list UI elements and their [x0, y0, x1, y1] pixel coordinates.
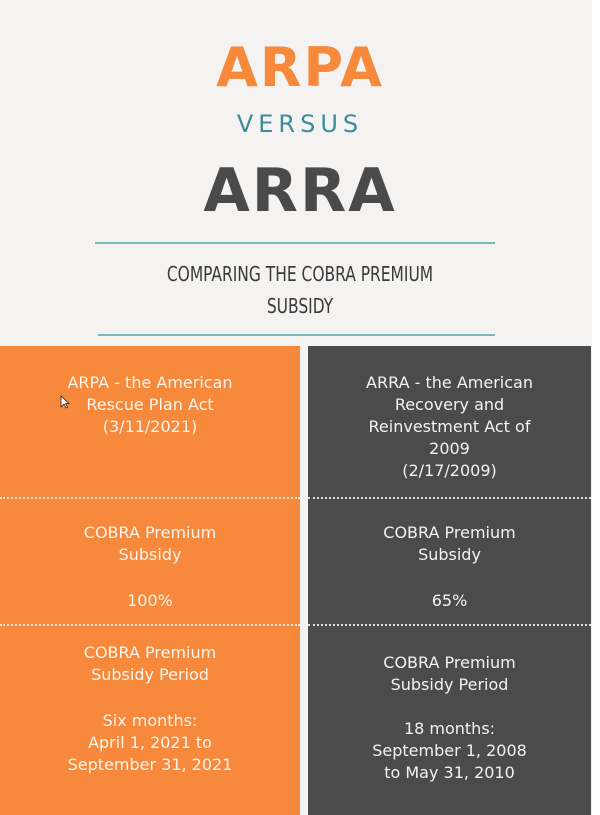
title-arra: ARRA — [203, 156, 397, 226]
arra-period-value-line: 18 months: — [403, 719, 496, 738]
arra-name-line: 2009 — [429, 439, 470, 458]
arra-name-line: ARRA - the American — [366, 373, 533, 392]
arra-name-line: Reinvestment Act of — [368, 417, 531, 436]
subtitle — [128, 258, 472, 322]
row-divider — [0, 497, 300, 499]
arpa-subsidy-label — [0, 522, 300, 566]
arra-period-value-line: September 1, 2008 — [372, 741, 527, 760]
arpa-period-value-line: April 1, 2021 to — [88, 733, 212, 752]
arpa-subsidy-label-line: COBRA Premium — [83, 523, 217, 542]
arpa-column — [0, 346, 300, 815]
bottom-divider-rule — [98, 334, 495, 336]
subtitle-line-2: SUBSIDY — [266, 294, 334, 318]
row-divider — [0, 624, 300, 626]
arpa-subsidy-label-line: Subsidy — [118, 545, 182, 564]
right-margin — [592, 0, 600, 815]
arpa-subsidy-value: 100% — [127, 591, 173, 610]
arpa-period-value-line: Six months: — [102, 711, 198, 730]
arpa-period-label — [0, 642, 300, 686]
arpa-period-value-line: September 31, 2021 — [67, 755, 233, 774]
arra-period-label — [308, 652, 591, 696]
arpa-name-line: Rescue Plan Act — [86, 395, 214, 414]
arpa-name — [0, 372, 300, 438]
arra-name-line: (2/17/2009) — [402, 461, 497, 480]
arra-subsidy-label-line: COBRA Premium — [383, 523, 516, 542]
arra-name-line: Recovery and — [394, 395, 505, 414]
arpa-period-label-line: COBRA Premium — [83, 643, 217, 662]
subtitle-line-1: COMPARING THE COBRA PREMIUM — [166, 262, 434, 286]
mouse-cursor-icon — [60, 395, 70, 409]
arra-column — [308, 346, 591, 815]
arra-name — [308, 372, 591, 482]
arra-subsidy-value: 65% — [431, 591, 468, 610]
versus-label: VERSUS — [236, 110, 364, 138]
arra-period-value-line: to May 31, 2010 — [384, 763, 515, 782]
arpa-name-line: (3/11/2021) — [102, 417, 198, 436]
arpa-period-label-line: Subsidy Period — [91, 665, 209, 684]
row-divider — [308, 624, 591, 626]
arra-period-label-line: Subsidy Period — [390, 675, 509, 694]
arpa-name-line: ARPA - the American — [67, 373, 233, 392]
top-divider-rule — [95, 242, 495, 244]
arpa-period-value — [0, 710, 300, 776]
arra-subsidy-label-line: Subsidy — [418, 545, 481, 564]
row-divider — [308, 497, 591, 499]
arra-subsidy-label — [308, 522, 591, 566]
arra-period-value — [308, 718, 591, 784]
arra-period-label-line: COBRA Premium — [383, 653, 516, 672]
title-arpa: ARPA — [216, 36, 384, 99]
